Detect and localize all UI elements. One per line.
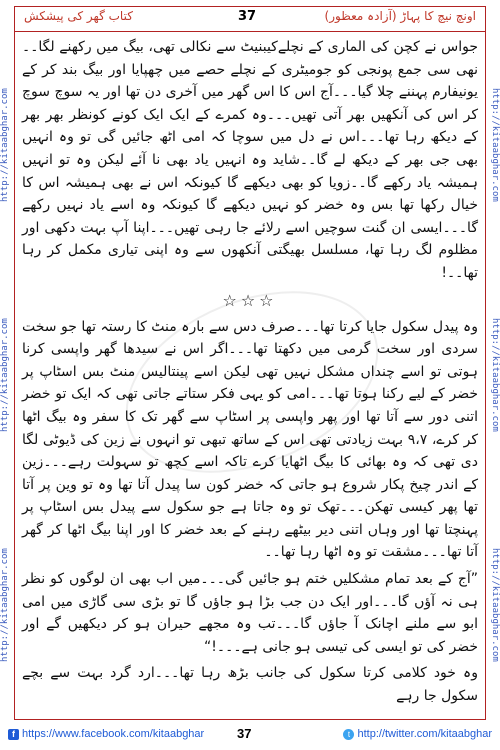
header-story-title: اونچ نیچ کا پہاڑ (آزادہ معظور) [324, 9, 476, 23]
page-content [22, 36, 478, 716]
paragraph-4: وہ خود کلامی کرتا سکول کی جانب بڑھ رہا تھا۔۔۔ارد گرد بہت سے بچے سکول جا رہے [22, 665, 478, 705]
side-url-left-2: http://kitaabghar.com [0, 318, 10, 432]
side-url-right-2: http://kitaabghar.com [490, 318, 500, 432]
side-url-left [0, 30, 14, 720]
side-url-right [486, 30, 500, 720]
header-publisher-title: کتاب گھر کی پیشکش [24, 9, 133, 23]
header-page-number: 37 [238, 9, 257, 24]
section-divider-stars: ☆☆☆ [222, 290, 278, 310]
facebook-icon: f [8, 729, 19, 740]
twitter-link[interactable] [343, 728, 492, 740]
side-url-left-3: http://kitaabghar.com [0, 88, 10, 202]
footer-page-number: 37 [237, 726, 252, 741]
side-url-right-3: http://kitaabghar.com [490, 548, 500, 662]
side-url-left-1: http://kitaabghar.com [0, 548, 10, 662]
paragraph-3-quote: ”آج کے بعد تمام مشکلیں ختم ہو جائیں گی۔۔۔میں اب بھی ان لوگوں کو نظر ہی نہ آؤں گا۔۔۔اور ایک دن جب بڑا ہو جاؤں گا تو بڑی سی گاڑی میں امی ابو سے ملنے اچانک آ جاؤں گا۔۔۔تب وہ مجھے حیران ہو کر دیکھیں گے اور خضر کی تو ایسی کی تیسی ہو جانی ہے۔۔۔!“ [22, 571, 478, 655]
side-url-right-1: http://kitaabghar.com [490, 88, 500, 202]
page-footer [0, 724, 500, 746]
paragraph-1: جواس نے کچن کی الماری کے نچلےکیبنیٹ سے نکالی تھی، بیگ میں رکھنے لگا۔۔نھی سی جمع پونجی کو جومیٹری کے نچلے حصے میں چھپایا اور بیگ بند کر کے یونیفارم پہننے چلا گیا۔۔۔آج اس کا اس گھر میں آخری دن تھا اور یہ سوچ سوچ کر اس کی آنکھیں بھر آتی تھیں۔۔۔وہ کمرے کے ایک ایک کونے کونظر بھر بھر کے دیکھ رہا تھا۔۔۔اس نے دل میں سوچا کہ امی اٹھ جائیں گی تو وہ انہیں بھی جی بھر کے دیکھ لے گا۔۔شاید وہ انہیں یاد بھی نا آئے لیکن وہ تو انہیں ہمیشہ یاد رکھے گا۔۔زویا کو بھی دیکھے گا کیونکہ اس نے بھی ہمیشہ اس کا خیال رکھا تھا بس وہ خضر کو نہیں دیکھے گا کیونکہ وہ اسے یاد نہیں رکھے گا۔۔۔ایسی ان گنت سوچیں اسے رلائے جا رہی تھیں۔۔۔اپنا آپ بہت دکھی اور مظلوم لگ رہا تھا، مسلسل بھیگتی آنکھوں سے وہ اپنی تیاری مکمل کر رہا تھا۔۔! [22, 39, 478, 281]
twitter-url: http://twitter.com/kitaabghar [357, 728, 492, 740]
page-header [14, 6, 486, 32]
paragraph-2: وہ پیدل سکول جایا کرتا تھا۔۔۔صرف دس سے بارہ منٹ کا رستہ تھا جو سخت سردی اور سخت گرمی میں دکھتا تھا۔۔۔اگر اس نے سیدھا گھر واپسی کرنا ہوتی تو اسے چنداں مشکل نہیں تھی لیکن اسے پینتالیس منٹ بس اسٹاپ پر خضر کے لیے رکنا ہوتا تھا۔۔۔امی کو یہی فکر ستاتے جاتی تھی کہ ایک تو خضر اتنی دور سے آتا تھا اور پھر واپسی پر اسٹاپ سے گھر تک کا سفر وہ بیگ اٹھا کر کرے، ۹،۷ بہت زیادتی تھی اس کے ساتھ تبھی تو انہوں نے زین کی ڈیوٹی لگا دی تھی کہ وہ بھائی کا بیگ اٹھایا کرے تاکہ اسے کچھ تو سہولت رہے۔۔۔زین کے اندر چیخ پکار شروع ہو جاتی کہ خضر کون سا پیدل آتا تھا وہ تو وین پر آتا تھا پھر کیسی تھکن۔۔۔تھک تو وہ جاتا ہے جو سکول سے پیدل بس اسٹاپ پر پہنچتا تھا اور وہاں اتنی دیر بیٹھے رہنے کے بعد خضر کا اور اپنا بیگ اٹھا کر گھر آتا تھا۔۔۔مشقت تو وہ اٹھا رہا تھا۔۔ [22, 318, 478, 561]
facebook-link[interactable] [8, 728, 204, 740]
facebook-url: https://www.facebook.com/kitaabghar [22, 728, 205, 740]
twitter-icon: t [343, 729, 354, 740]
